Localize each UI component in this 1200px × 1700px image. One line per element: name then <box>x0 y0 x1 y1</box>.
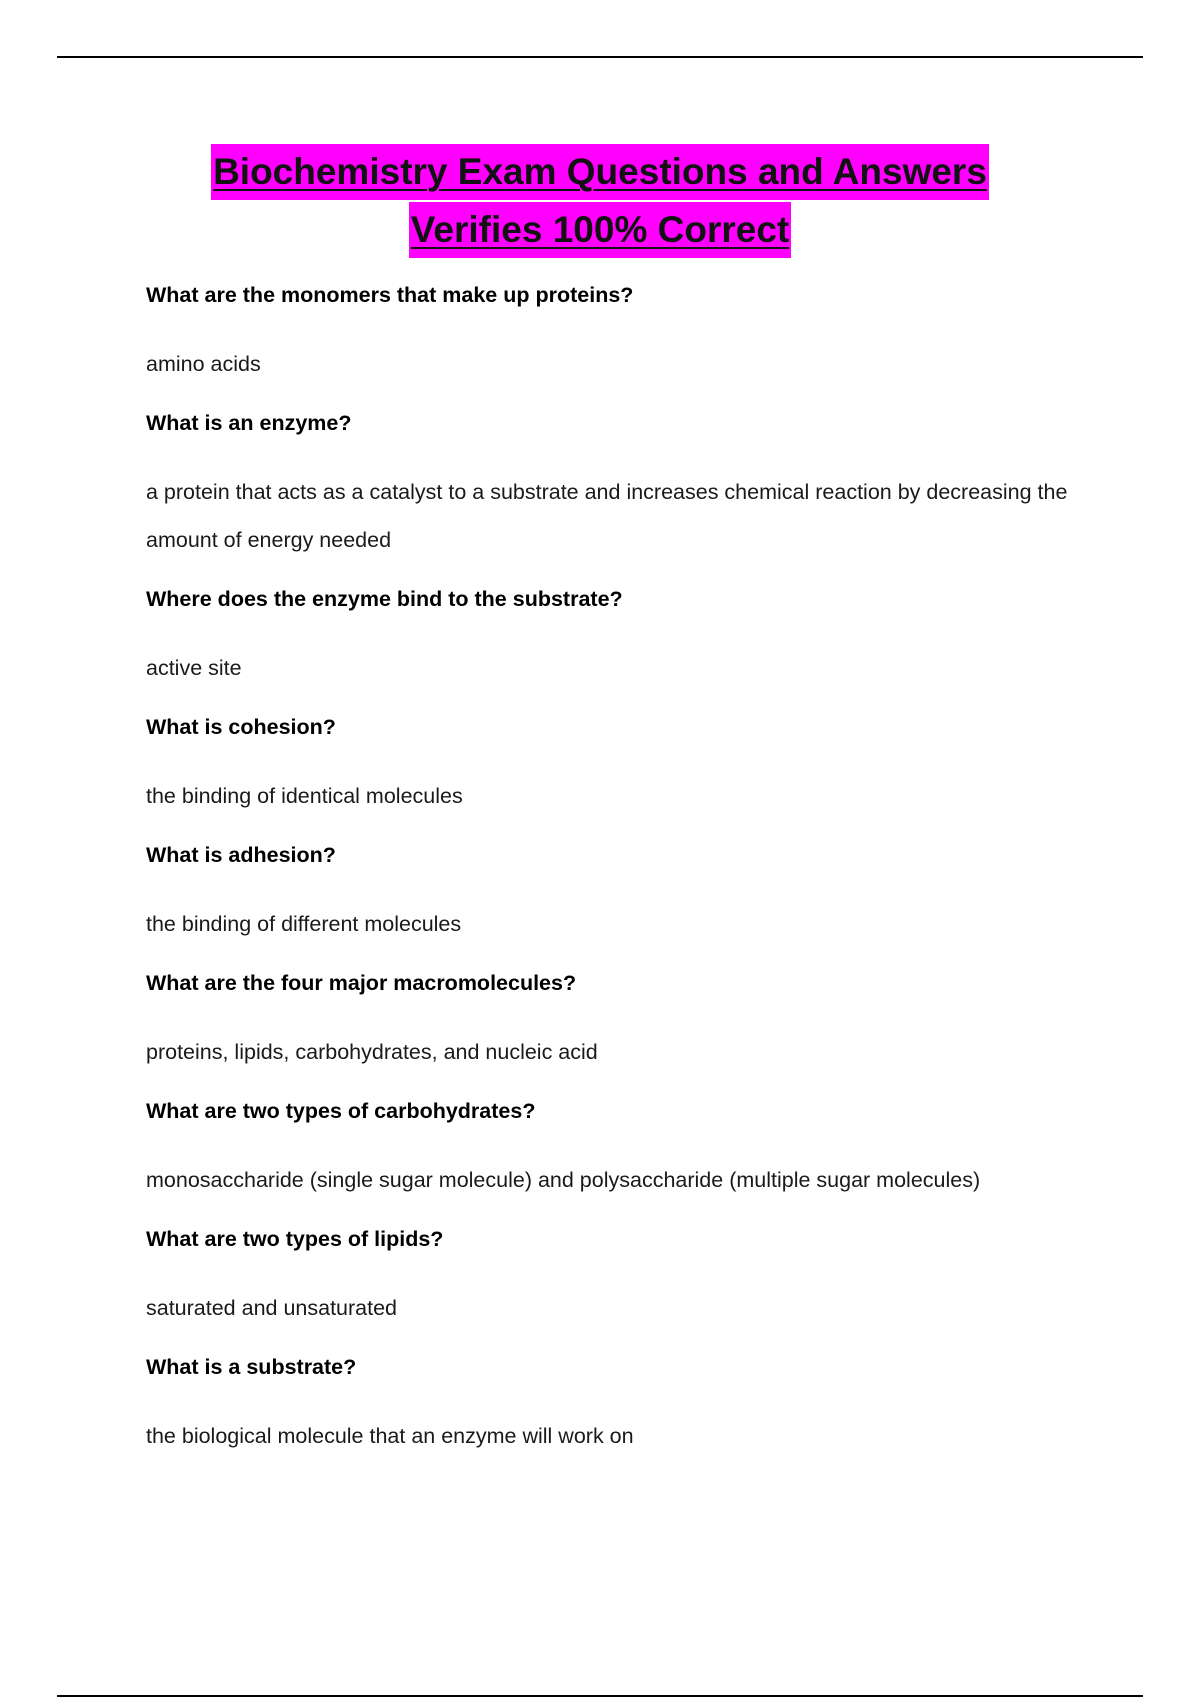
answer: proteins, lipids, carbohydrates, and nucleic acid <box>146 1040 598 1064</box>
document-title <box>0 144 1200 260</box>
qa-item <box>146 964 1096 1076</box>
qa-item <box>146 276 1096 388</box>
answer: the binding of identical molecules <box>146 784 463 808</box>
qa-item <box>146 836 1096 948</box>
answer: amino acids <box>146 352 261 376</box>
qa-item <box>146 1348 1096 1460</box>
answer: the biological molecule that an enzyme will work on <box>146 1424 634 1448</box>
answer: saturated and unsaturated <box>146 1296 398 1320</box>
qa-item <box>146 404 1096 564</box>
title-line-2: Verifies 100% Correct <box>409 202 791 258</box>
qa-item <box>146 1092 1096 1204</box>
question: What are the monomers that make up proteins? <box>146 283 634 307</box>
header-rule <box>57 56 1143 58</box>
question: What is adhesion? <box>146 843 336 867</box>
question: Where does the enzyme bind to the substrate? <box>146 587 623 611</box>
qa-list <box>146 276 1096 1476</box>
answer: monosaccharide (single sugar molecule) and polysaccharide (multiple sugar molecules) <box>146 1168 981 1192</box>
answer: active site <box>146 656 242 680</box>
answer: the binding of different molecules <box>146 912 462 936</box>
answer: a protein that acts as a catalyst to a substrate and increases chemical reaction by decreasing the amount of energy needed <box>146 480 1068 552</box>
qa-item <box>146 708 1096 820</box>
qa-item <box>146 1220 1096 1332</box>
qa-item <box>146 580 1096 692</box>
question: What are two types of lipids? <box>146 1227 444 1251</box>
footer-rule <box>57 1695 1143 1697</box>
question: What is a substrate? <box>146 1355 357 1379</box>
question: What is cohesion? <box>146 715 336 739</box>
question: What is an enzyme? <box>146 411 352 435</box>
title-line-1: Biochemistry Exam Questions and Answers <box>211 144 989 200</box>
question: What are two types of carbohydrates? <box>146 1099 536 1123</box>
question: What are the four major macromolecules? <box>146 971 577 995</box>
